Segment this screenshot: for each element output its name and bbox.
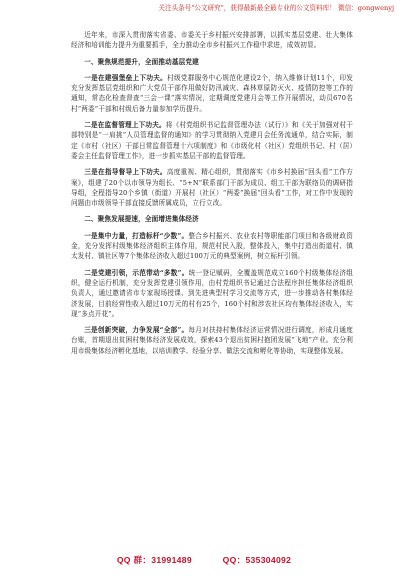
section-2-paragraph-2 — [71, 268, 353, 319]
paragraph-body: 统一登记赋码，全覆盖规范成立160个村级集体经济组织，健全运行机制，充分发挥党建引领作用，由村党组织书记通过合法程序担任集体经济组织负责人，通过邀请省市专家现场授课、到先进典型村学习交流等方式，进一步推动各村集体经济发展，目前经营性收入超过10万元的村有25个，160个村和涉农社区均有集体经济收入，实现“多点开花”。 — [71, 268, 353, 318]
footer-contact — [0, 554, 408, 566]
section-1-heading: 一、聚焦规范提升，全面推动基层党建 — [84, 57, 199, 66]
paragraph-lead: 二是党建引领，示范带动“多数”。 — [84, 268, 189, 277]
intro-paragraph: 近年来，市深入贯彻落实省委、市委关于乡村振兴安排部署，以抓实基层党建、壮大集体经济和培训能力提升为重要抓手，全力推动全市乡村振兴工作稳中求进，成效初显。 — [71, 31, 353, 50]
section-2-paragraph-1 — [71, 231, 353, 262]
top-banner: 关注头条号"公文研究"，获得最新最全最专业的公文资料库！ 微信：gongwenyj — [158, 4, 394, 12]
paragraph-lead: 二是在监督管理上下功夫。 — [84, 121, 166, 130]
paragraph-body: 村级党群服务中心规范化建设2个，纳入维修计划11个，印发充分发挥基层党组织和广大党员干部作用做好防汛减灾、森林草原防灭火、疫情防控等工作的通知，常态化检查督查“三会一课”落实情况，定期调度党建月会等工作开展情况，动员670名村“两委”干部和村级后备力量参加学历提升。 — [71, 73, 353, 113]
qq-group-number: QQ 群：31991489 — [116, 555, 192, 565]
paragraph-lead: 一是集中力量，打造标杆“少数”。 — [84, 231, 189, 240]
section-2-heading: 二、聚焦发展提速，全面增进集体经济 — [84, 215, 199, 224]
section-1-paragraph-2 — [71, 120, 353, 161]
paragraph-body: 每月对扶持村集体经济运营情况进行调度，形成月通度台账，首期退出贫困村集体经济发展成效，探索43个退出贫困村抱团发展“飞地”产业。充分利用市级集体经济孵化基地，以培训教学、经验分享、做法交流和孵化等协助，实现整体发展。 — [71, 326, 353, 355]
section-1-paragraph-1 — [71, 73, 353, 114]
paragraph-body: 将《村党组织书记监督管理办法（试行）》和《关于加强对村干部特别是“一肩挑”人员管理监督的通知》的学习贯彻纳入党建月会任务流通单，结合实际，制定《市村（社区）干部日常监督管理十六项制度》和《市级化村（社区）党组织书记、村（居）委会主任监督管理工作》，进一步抓实基层干部的监督管理。 — [71, 121, 353, 160]
document-body — [71, 30, 353, 356]
section-1-paragraph-3 — [71, 167, 353, 208]
qq-number: QQ：535304092 — [222, 555, 292, 565]
paragraph-body: 整合乡村振兴、农业农村等职能部门项目和各级财政资金，充分发挥村级集体经济组织主体作用，规范村民入股，整体投入，集中打造出街道村、镇太发村、镇社区等7个集体经济收入超过100万元的典型案例，树立标杆引领。 — [71, 231, 353, 261]
paragraph-lead: 三是创新突破，力争发展“全部”。 — [84, 326, 189, 335]
paragraph-lead: 三是在指导督导上下功夫。 — [84, 168, 167, 177]
paragraph-body: 高度重视、精心组织，贯彻落实《市乡村换届“回头看”工作方案》，组建了20个以市领导为组长、“5+N”联系部门干部为成员、组工干部为联络员的调研指导组，全程指导20个乡镇（街道）开展村（社区）“两委”换届“回头看”工作，对工作中发现的问题由市级领导干部直接反馈所属成员，立行立改。 — [71, 168, 353, 208]
section-2-paragraph-3 — [71, 325, 353, 356]
paragraph-lead: 一是在建强堡垒上下功夫。 — [84, 73, 168, 82]
